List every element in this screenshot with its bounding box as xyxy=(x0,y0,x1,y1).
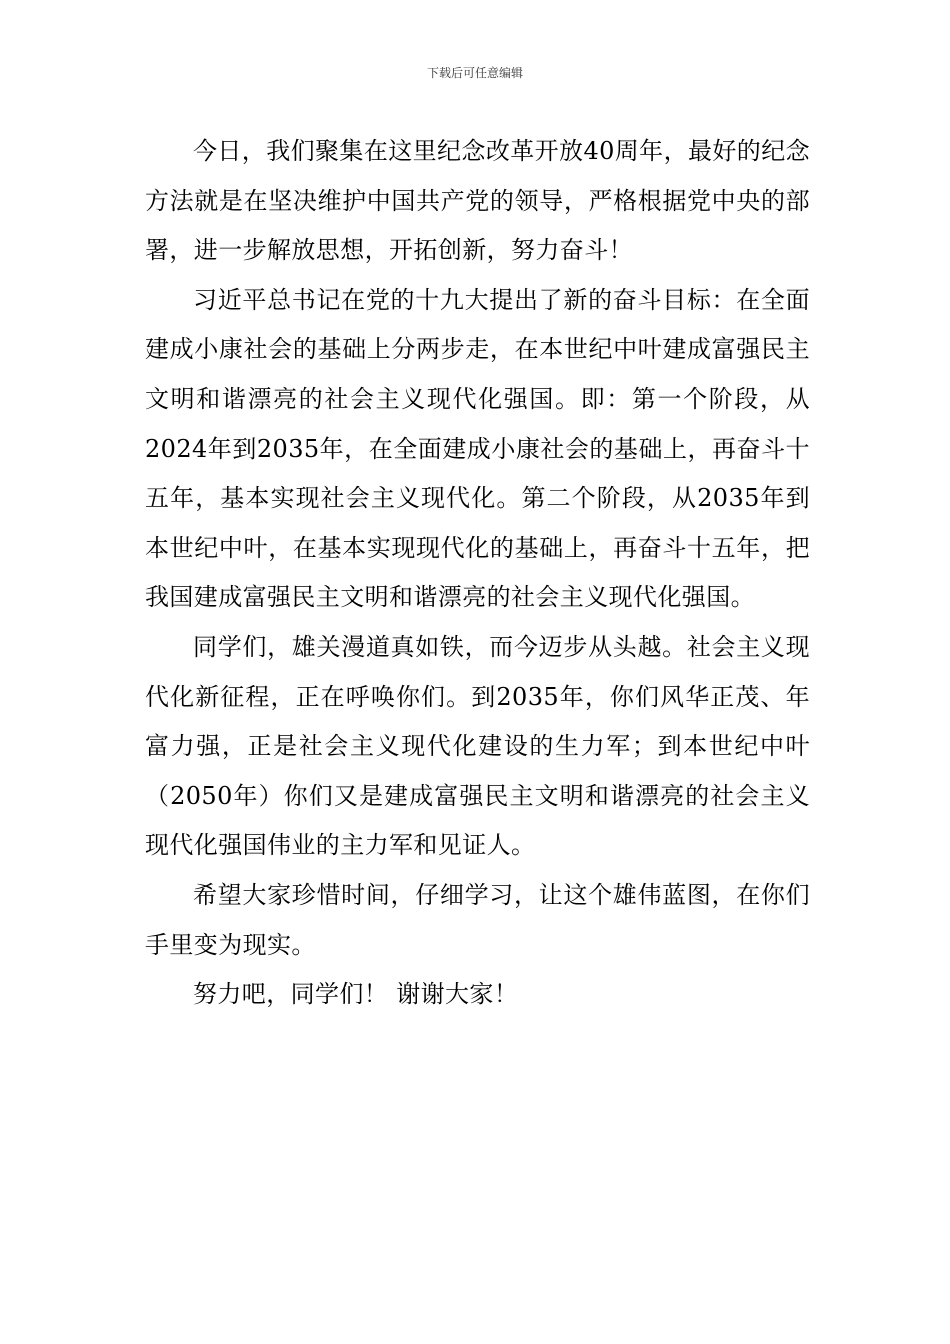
paragraph-5: 努力吧，同学们！ 谢谢大家！ xyxy=(193,980,519,1009)
paragraph-2: 习近平总书记在党的十九大提出了新的奋斗目标：在全面建成小康社会的基础上分两步走，在本世纪中叶建成富强民主文明和谐漂亮的社会主义现代化强国。即：第一个阶段，从2024年到2035年，在全面建成小康社会的基础上，再奋斗十五年，基本实现社会主义现代化。第二个阶段，从2035年到本世纪中叶，在基本实现现代化的基础上，再奋斗十五年，把我国建成富强民主文明和谐漂亮的社会主义现代化强国。 xyxy=(145,285,810,612)
page-header-note: 下载后可任意编辑 xyxy=(426,66,523,80)
paragraph-4: 希望大家珍惜时间，仔细学习，让这个雄伟蓝图，在你们手里变为现实。 xyxy=(145,880,810,959)
document-body xyxy=(145,127,810,1020)
paragraph-3: 同学们，雄关漫道真如铁，而今迈步从头越。社会主义现代化新征程，正在呼唤你们。到2035年，你们风华正茂、年富力强，正是社会主义现代化建设的生力军；到本世纪中叶（2050年）你们又是建成富强民主文明和谐漂亮的社会主义现代化强国伟业的主力军和见证人。 xyxy=(145,632,810,860)
paragraph-1: 今日，我们聚集在这里纪念改革开放40周年，最好的纪念方法就是在坚决维护中国共产党的领导，严格根据党中央的部署，进一步解放思想，开拓创新，努力奋斗！ xyxy=(145,137,810,265)
